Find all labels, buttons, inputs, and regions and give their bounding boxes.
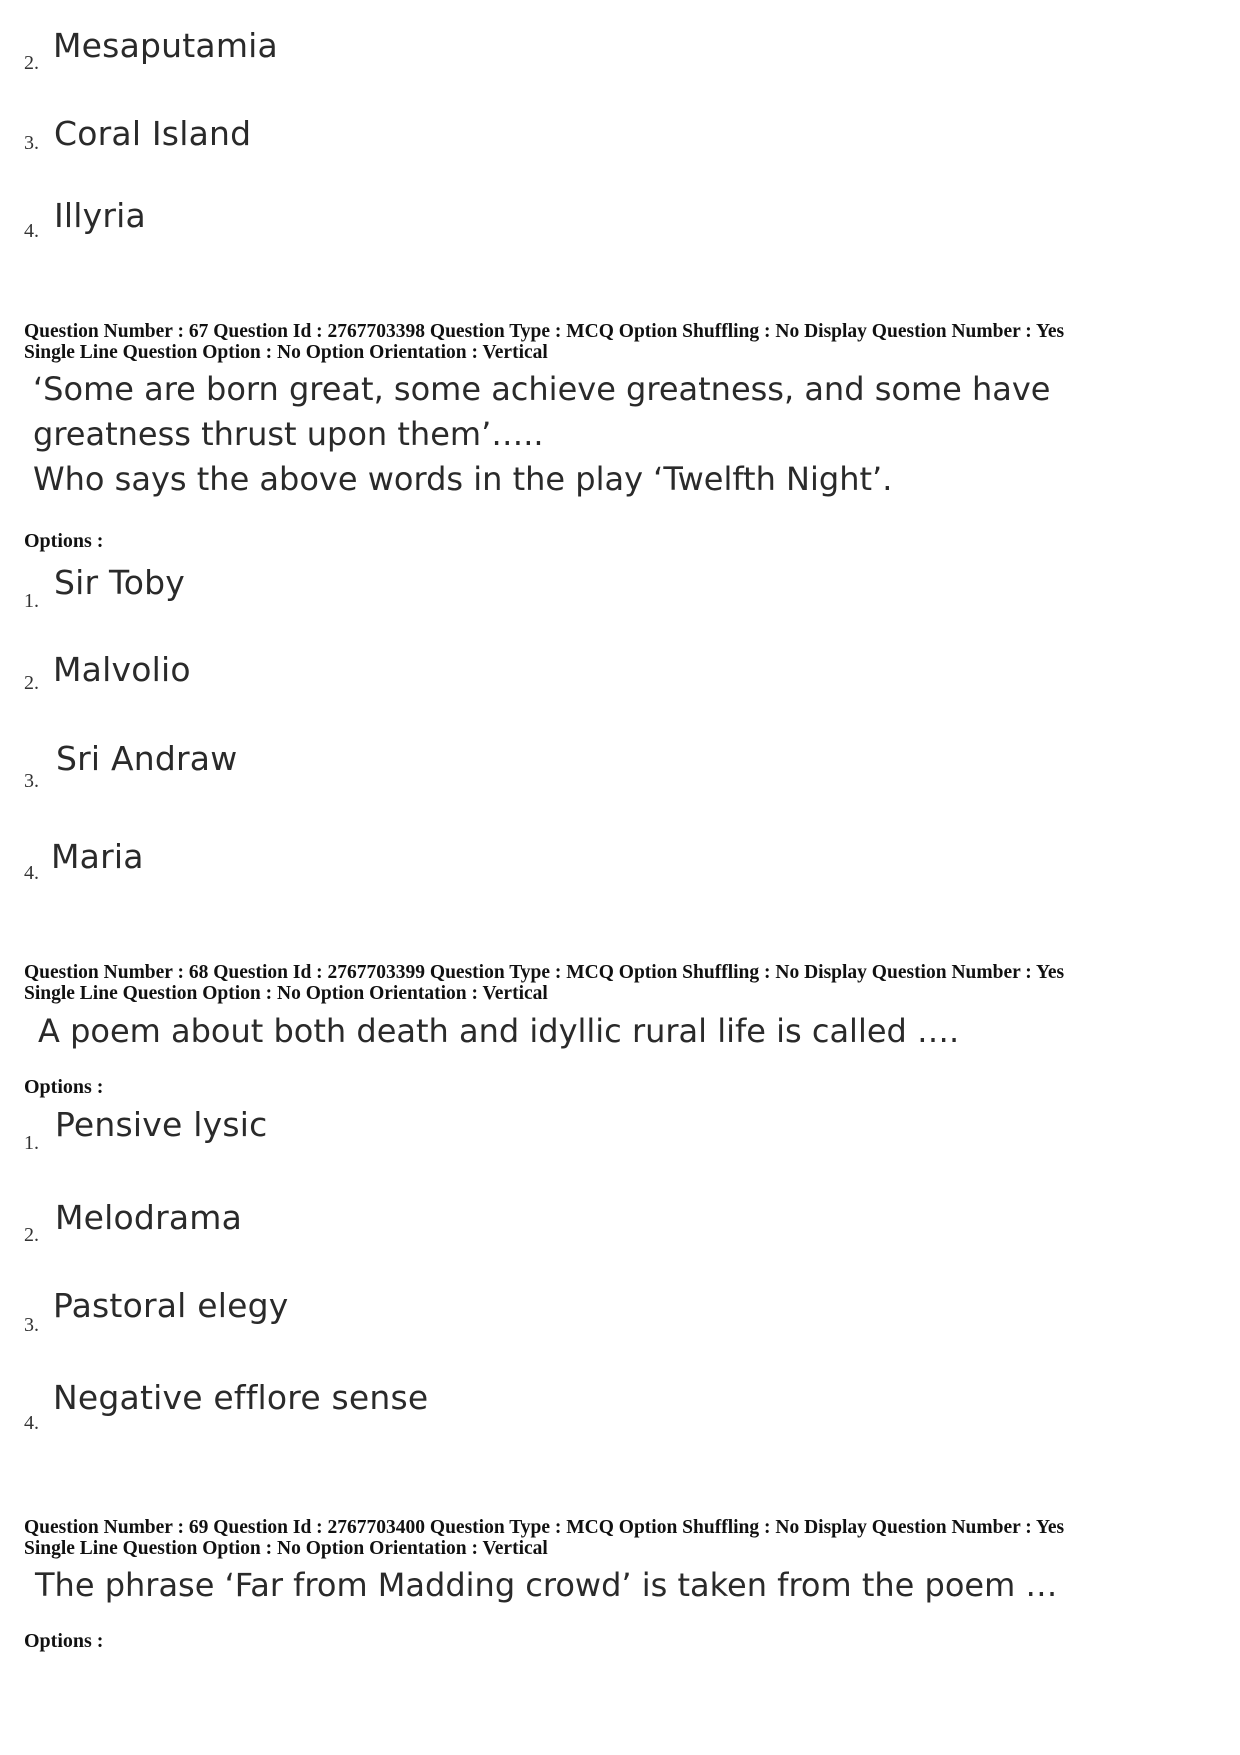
option-text: Sir Toby — [54, 563, 185, 602]
option-number: 3. — [24, 770, 39, 792]
question-text-line: The phrase ‘Far from Madding crowd’ is taken from the poem … — [35, 1566, 1058, 1604]
option-text: Malvolio — [53, 650, 191, 689]
question-meta-line: Question Number : 68 Question Id : 2767703399 Question Type : MCQ Option Shuffling : No Display Question Number : Yes — [24, 962, 1065, 983]
question-meta-line: Single Line Question Option : No Option Orientation : Vertical — [24, 342, 548, 363]
options-label: Options : — [24, 1076, 104, 1098]
options-label: Options : — [24, 1630, 104, 1652]
option-text: Maria — [51, 837, 144, 876]
question-meta-line: Question Number : 69 Question Id : 2767703400 Question Type : MCQ Option Shuffling : No Display Question Number : Yes — [24, 1517, 1065, 1538]
question-meta-line: Single Line Question Option : No Option Orientation : Vertical — [24, 1538, 548, 1559]
option-number: 1. — [24, 1132, 39, 1154]
question-text-line: greatness thrust upon them’….. — [33, 415, 544, 453]
option-text: Coral Island — [54, 114, 252, 153]
question-meta-line: Single Line Question Option : No Option Orientation : Vertical — [24, 983, 548, 1004]
options-label: Options : — [24, 530, 104, 552]
option-text: Pastoral elegy — [53, 1286, 289, 1325]
option-number: 2. — [24, 52, 39, 74]
option-number: 1. — [24, 590, 39, 612]
option-number: 2. — [24, 672, 39, 694]
option-number: 4. — [24, 862, 39, 884]
option-number: 3. — [24, 132, 39, 154]
option-text: Melodrama — [55, 1198, 243, 1237]
option-number: 2. — [24, 1224, 39, 1246]
option-number: 4. — [24, 1412, 39, 1434]
question-meta-line: Question Number : 67 Question Id : 2767703398 Question Type : MCQ Option Shuffling : No Display Question Number : Yes — [24, 321, 1065, 342]
option-text: Pensive lysic — [55, 1105, 268, 1144]
question-text-line: A poem about both death and idyllic rural life is called …. — [38, 1012, 960, 1050]
option-text: Negative efflore sense — [53, 1378, 429, 1417]
option-number: 4. — [24, 220, 39, 242]
option-text: Illyria — [54, 196, 146, 235]
question-text-line: Who says the above words in the play ‘Twelfth Night’. — [33, 460, 893, 498]
option-text: Sri Andraw — [56, 739, 238, 778]
option-text: Mesaputamia — [53, 26, 278, 65]
option-number: 3. — [24, 1314, 39, 1336]
question-text-line: ‘Some are born great, some achieve greatness, and some have — [33, 370, 1051, 408]
